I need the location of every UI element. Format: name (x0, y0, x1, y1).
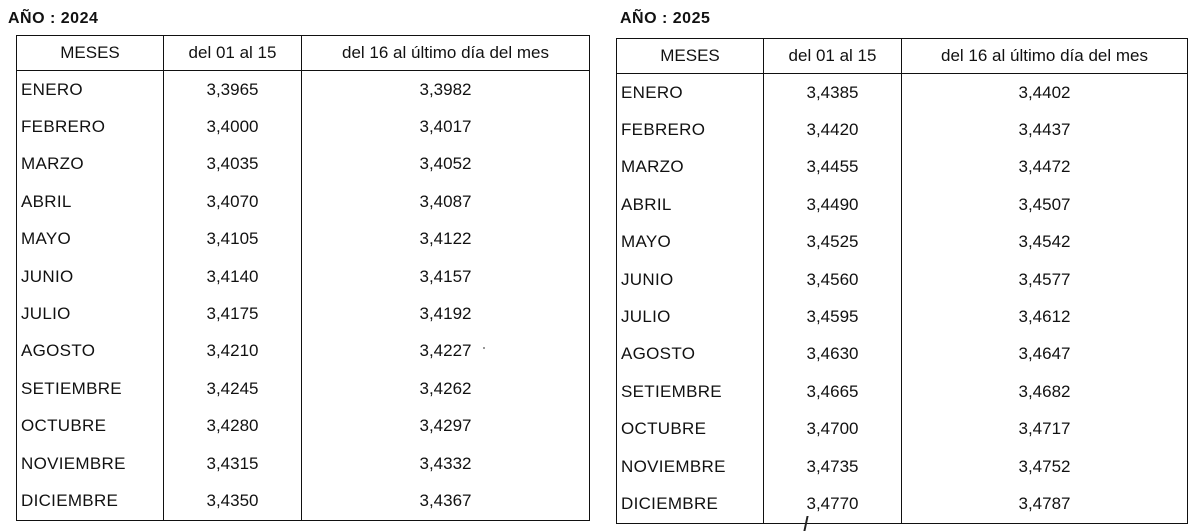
rate-first-half: 3,4525 (764, 224, 902, 261)
header-second-half: del 16 al último día del mes (902, 39, 1188, 74)
rate-second-half: 3,4192 (302, 295, 590, 332)
rate-second-half: 3,4682 (902, 373, 1188, 410)
table-row (17, 146, 590, 183)
rate-first-half: 3,4280 (164, 408, 302, 445)
month-cell: MARZO (617, 149, 764, 186)
month-cell: JULIO (17, 295, 164, 332)
month-cell: AGOSTO (617, 336, 764, 373)
rate-second-half: 3,4577 (902, 261, 1188, 298)
month-cell: SETIEMBRE (17, 370, 164, 407)
month-cell: ABRIL (17, 183, 164, 220)
table-row (617, 336, 1188, 373)
rate-first-half: 3,4770 (764, 485, 902, 523)
header-second-half: del 16 al último día del mes (302, 36, 590, 71)
month-cell: JUNIO (617, 261, 764, 298)
table-row (17, 333, 590, 370)
table-row (17, 108, 590, 145)
table-row (617, 485, 1188, 523)
rate-second-half: 3,4367 (302, 482, 590, 520)
table-row (17, 295, 590, 332)
rates-table-2024 (16, 35, 590, 521)
rate-first-half: 3,4455 (764, 149, 902, 186)
rate-second-half: 3,4297 (302, 408, 590, 445)
month-cell: ABRIL (617, 186, 764, 223)
table-row (17, 445, 590, 482)
table-row (17, 183, 590, 220)
rate-second-half: 3,3982 (302, 71, 590, 109)
year-title: AÑO : 2025 (620, 10, 711, 27)
rate-first-half: 3,4350 (164, 482, 302, 520)
rate-second-half: 3,4227 (302, 333, 590, 370)
rate-first-half: 3,4665 (764, 373, 902, 410)
rate-second-half: 3,4647 (902, 336, 1188, 373)
rate-first-half: 3,4035 (164, 146, 302, 183)
header-months: MESES (17, 36, 164, 71)
table-row (617, 224, 1188, 261)
rate-second-half: 3,4402 (902, 74, 1188, 112)
rate-first-half: 3,4210 (164, 333, 302, 370)
rate-second-half: 3,4122 (302, 221, 590, 258)
table-row (617, 111, 1188, 148)
month-cell: DICIEMBRE (617, 485, 764, 523)
rate-first-half: 3,4385 (764, 74, 902, 112)
month-cell: NOVIEMBRE (17, 445, 164, 482)
rate-second-half: 3,4017 (302, 108, 590, 145)
rate-second-half: 3,4087 (302, 183, 590, 220)
table-row (617, 74, 1188, 112)
rate-second-half: 3,4752 (902, 448, 1188, 485)
month-cell: OCTUBRE (617, 411, 764, 448)
month-cell: NOVIEMBRE (617, 448, 764, 485)
rate-first-half: 3,3965 (164, 71, 302, 109)
rates-table-2025 (616, 38, 1188, 524)
rate-first-half: 3,4700 (764, 411, 902, 448)
table-row (617, 149, 1188, 186)
rate-second-half: 3,4612 (902, 298, 1188, 335)
month-cell: ENERO (17, 71, 164, 109)
month-cell: ENERO (617, 74, 764, 112)
month-cell: OCTUBRE (17, 408, 164, 445)
table-row (17, 408, 590, 445)
month-cell: JUNIO (17, 258, 164, 295)
table-row (17, 482, 590, 520)
header-months: MESES (617, 39, 764, 74)
rate-second-half: 3,4052 (302, 146, 590, 183)
rate-first-half: 3,4315 (164, 445, 302, 482)
month-cell: MAYO (617, 224, 764, 261)
header-first-half: del 01 al 15 (164, 36, 302, 71)
rate-first-half: 3,4490 (764, 186, 902, 223)
header-first-half: del 01 al 15 (764, 39, 902, 74)
table-row (17, 221, 590, 258)
table-row (617, 411, 1188, 448)
year-title: AÑO : 2024 (8, 10, 99, 27)
rate-first-half: 3,4560 (764, 261, 902, 298)
table-row (617, 373, 1188, 410)
rate-second-half: 3,4472 (902, 149, 1188, 186)
table-row (617, 186, 1188, 223)
month-cell: FEBRERO (17, 108, 164, 145)
rate-first-half: 3,4245 (164, 370, 302, 407)
table-row (617, 448, 1188, 485)
rate-first-half: 3,4735 (764, 448, 902, 485)
rate-second-half: 3,4507 (902, 186, 1188, 223)
table-row (17, 370, 590, 407)
scan-speck (483, 347, 485, 349)
month-cell: SETIEMBRE (617, 373, 764, 410)
rate-second-half: 3,4542 (902, 224, 1188, 261)
table-block-2024 (8, 8, 590, 521)
rate-first-half: 3,4175 (164, 295, 302, 332)
rate-second-half: 3,4787 (902, 485, 1188, 523)
rate-second-half: 3,4332 (302, 445, 590, 482)
month-cell: FEBRERO (617, 111, 764, 148)
rate-second-half: 3,4262 (302, 370, 590, 407)
table-row (617, 298, 1188, 335)
table-row (617, 261, 1188, 298)
rate-first-half: 3,4000 (164, 108, 302, 145)
rate-first-half: 3,4105 (164, 221, 302, 258)
month-cell: DICIEMBRE (17, 482, 164, 520)
rate-second-half: 3,4437 (902, 111, 1188, 148)
rate-first-half: 3,4420 (764, 111, 902, 148)
header-row (617, 39, 1188, 74)
rate-first-half: 3,4595 (764, 298, 902, 335)
rate-first-half: 3,4070 (164, 183, 302, 220)
header-row (17, 36, 590, 71)
rate-second-half: 3,4717 (902, 411, 1188, 448)
table-row (17, 258, 590, 295)
rate-first-half: 3,4140 (164, 258, 302, 295)
rate-second-half: 3,4157 (302, 258, 590, 295)
rate-first-half: 3,4630 (764, 336, 902, 373)
month-cell: JULIO (617, 298, 764, 335)
table-row (17, 71, 590, 109)
month-cell: MARZO (17, 146, 164, 183)
month-cell: MAYO (17, 221, 164, 258)
table-block-2025 (616, 8, 1188, 524)
month-cell: AGOSTO (17, 333, 164, 370)
